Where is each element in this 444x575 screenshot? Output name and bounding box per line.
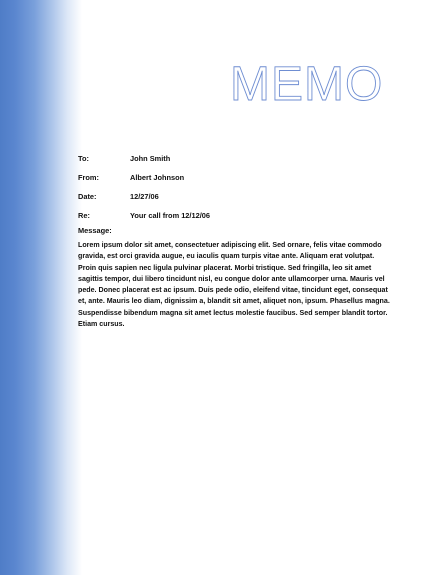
memo-header-fields (78, 149, 398, 225)
date-label: Date: (78, 192, 97, 201)
date-row (78, 187, 398, 206)
from-row (78, 168, 398, 187)
re-value: Your call from 12/12/06 (130, 211, 210, 220)
to-value: John Smith (130, 154, 171, 163)
message-body: Lorem ipsum dolor sit amet, consectetuer adipiscing elit. Sed ornare, felis vitae commodo gravida, est orci gravida augue, eu iaculis quam turpis vitae ante. Aliquam erat volutpat. Proin quis sapien nec ligula pulvinar placerat. Morbi tristique. Sed fringilla, leo sit amet sagittis tempor, dui libero tincidunt nisl, eu congue dolor ante ullamcorper urna. Mauris vel pede. Donec placerat est ac ipsum. Duis pede odio, eleifend vitae, tincidunt eget, consequat et, ante. Mauris leo diam, dignissim a, blandit sit amet, aliquet non, ipsum. Phasellus magna. Suspendisse bibendum magna sit amet lectus molestie faucibus. Sed semper blandit tortor. Etiam cursus. (78, 241, 390, 329)
re-label: Re: (78, 211, 90, 220)
re-row (78, 206, 398, 225)
to-label: To: (78, 154, 89, 163)
memo-title: MEMO (230, 58, 384, 111)
message-label: Message: (78, 226, 112, 235)
from-label: From: (78, 173, 99, 182)
blue-gradient-side-band (0, 0, 82, 575)
date-value: 12/27/06 (130, 192, 159, 201)
from-value: Albert Johnson (130, 173, 185, 182)
to-row (78, 149, 398, 168)
